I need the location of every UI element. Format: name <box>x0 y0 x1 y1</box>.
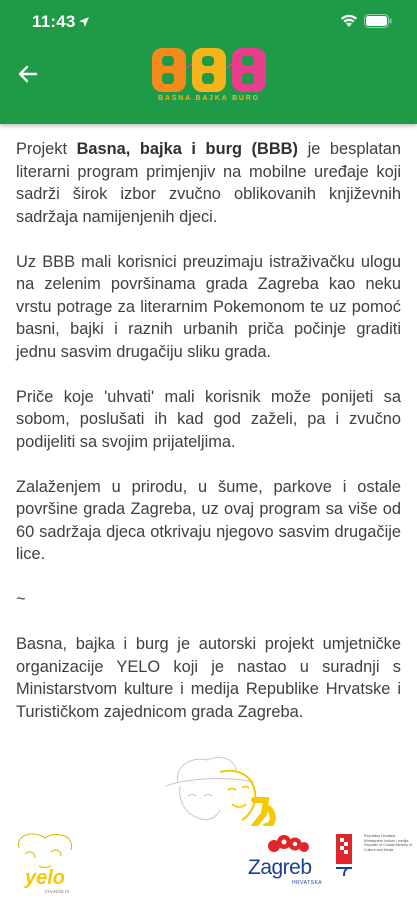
logo-tagline: BASNA BAJKA BURG <box>158 95 260 102</box>
svg-text:yelo: yelo <box>24 867 66 889</box>
paragraph-nature: Zalaženjem u prirodu, u šume, parkove i ostale površine grada Zagreba, uz ovaj program sa više od 60 sadržaja djeca otkrivaju njegovo sasvim drugačije lice. <box>16 477 401 563</box>
location-arrow-icon <box>78 16 90 28</box>
project-name: Basna, bajka i burg (BBB) <box>76 140 298 158</box>
hearts-icon <box>266 834 310 856</box>
app-header <box>0 0 417 124</box>
paragraph-credits: Basna, bajka i burg je autorski projekt umjetničke organizacije YELO koji je nastao u suradnji s Ministarstvom kulture i medija Republike Hrvatske i Turističkom zajednicom grada Zagreba. <box>16 635 401 721</box>
back-button[interactable] <box>14 60 42 88</box>
sponsors-footer <box>0 826 417 900</box>
paragraph-intro: Projekt Basna, bajka i burg (BBB) je besplatan literarni program primjenjiv na mobilne uređaje koji sadrži širok izbor zvučno oblikovanih književnih sadržaja namijenjenih djeci. <box>16 140 401 226</box>
yelo-logo <box>5 830 85 896</box>
status-time: 11:43 <box>32 12 76 31</box>
wifi-icon <box>340 14 358 28</box>
zagreb-sublabel: HRVATSKA <box>292 880 323 886</box>
croatian-coat-of-arms-icon <box>334 832 360 880</box>
ministry-label: Republika Hrvatska Ministarstvo kulture i medija Republic of Croatia Ministry of Culture and Media <box>364 834 412 852</box>
paragraph-stories: Priče koje 'uhvati' mali korisnik može ponijeti sa sobom, poslušati ih kad god zaželi, pa i zvučno podijeliti sa svojim prijateljima. <box>16 387 401 451</box>
zagreb-label: Zagreb <box>248 856 312 879</box>
paragraph-separator: ~ <box>16 590 26 608</box>
about-text <box>16 138 401 746</box>
status-bar <box>0 0 417 46</box>
zagreb-tourism-logo <box>244 832 334 894</box>
paragraph-exploration: Uz BBB mali korisnici preuzimaju istraživačku ulogu na zelenim površinama grada Zagreba kao neku vrstu potrage za literarnim Pokemonom te uz pomoć basni, bajki i raznih urbanih priča počinje graditi jednu sasvim drugačiju sliku grada. <box>16 252 401 361</box>
svg-text:CHANGE IS: CHANGE IS <box>44 889 70 894</box>
illustration-faces <box>158 752 278 826</box>
battery-icon <box>364 14 392 28</box>
ministry-logo <box>334 830 414 896</box>
